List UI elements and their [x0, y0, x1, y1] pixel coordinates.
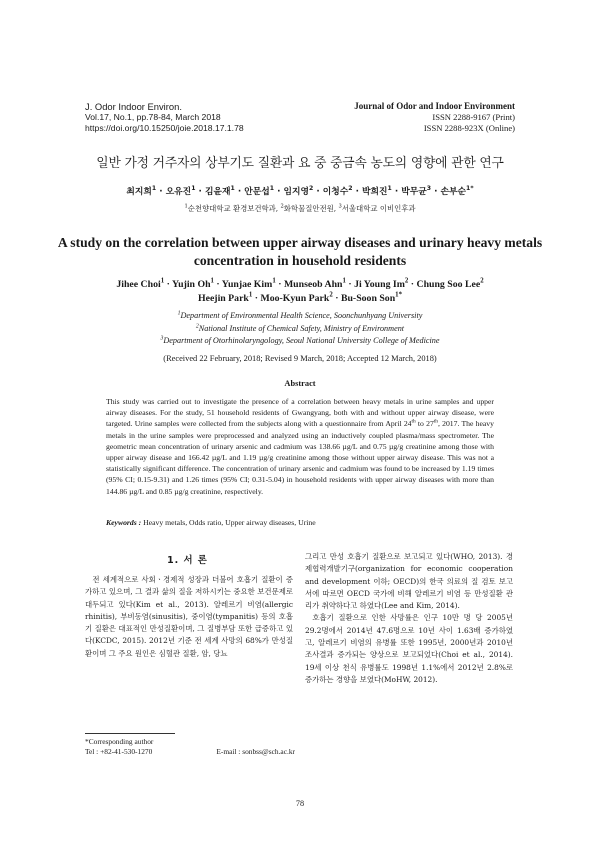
author-superscript: 1 — [191, 185, 196, 193]
page-number: 78 — [295, 799, 305, 808]
author-superscript: 1 — [272, 277, 276, 285]
affiliation-superscript: 3 — [338, 203, 342, 210]
author-name: Bu-Soon Son — [340, 293, 396, 304]
author-name: 임지영 — [283, 187, 309, 197]
footnote-telephone: Tel : +82-41-530-1270 — [85, 746, 153, 756]
affiliation-name: 순천향대학교 환경보건학과 — [187, 204, 276, 213]
abstract-heading: Abstract — [284, 379, 316, 388]
author-name: Heejin Park — [197, 293, 249, 304]
affiliation-name: Department of Otorhinolaryngology, Seoul National University College of Medicine — [163, 336, 440, 346]
author-superscript: 3 — [426, 185, 432, 193]
ordinal-suffix: th — [433, 418, 438, 425]
abstract-text: This study was carried out to investigate the presence of a correlation between heavy metals in urine samples and upper airway diseases. For the study, 51 household residents of Gwangyang, both with and without upper airway disease, were targeted. Urine samples were collected from the subjects along with a questionnaire from April 24th to 27th, 2017. The heavy metals in the urine samples were preprocessed and analyzed using an inductively coupled plasma/mass spectrometer. The geometric mean concentration of urinary arsenic and cadmium was 138.66 µg/L and 0.75 µg/g creatinine among those with upper airway disease and 166.42 µg/L and 1.19 µg/g creatinine among those without upper airway disease. This was not a statistically significant difference. The concentration of urinary arsenic and cadmium was found to be increased by 1.19 times (95% CI; 0.15-9.31) and 1.26 times (95% CI; 0.31-5.04) in household residents with upper airway diseases with more than 144.86 µg/L and 0.85 µg/g creatinine, respectively. — [106, 397, 494, 496]
english-affiliations — [0, 310, 600, 348]
footnote — [85, 737, 295, 756]
keywords-label: Keywords — [106, 518, 137, 527]
english-title: A study on the correlation between upper airway diseases and urinary heavy metals concentration in household residents — [57, 235, 543, 268]
body-left-column — [85, 574, 293, 660]
affiliation-line — [0, 323, 600, 336]
keywords-list: Heavy metals, Odds ratio, Upper airway diseases, Urine — [143, 518, 316, 527]
footnote-divider — [85, 733, 175, 734]
affiliation-line — [0, 310, 600, 323]
author-superscript: 2 — [308, 185, 314, 193]
footnote-email[interactable]: E-mail : sonbss@sch.ac.kr — [216, 746, 295, 756]
english-author-list: Jihee Choi$^1$ · Yujin $Oh^1$ · Yunjae Kim$^1$ · Munseob Ahn$^1$ · Ji Young $Im^2$ · Chung Soo Lee$^2$ Heejin Park$^1$ · Moo-Kyun Park$^2$ · Bu-Soon Son$^{1*}$ — [116, 277, 484, 304]
author-name: 최지희 — [126, 187, 152, 197]
author-name: Jihee Choi — [116, 279, 161, 290]
journal-full-name: Journal of Odor and Indoor Environment — [354, 101, 515, 111]
author-superscript: 1 — [210, 277, 214, 285]
author-name: 안문섭 — [244, 187, 270, 197]
author-superscript: 1* — [466, 185, 474, 193]
author-superscript: 1* — [395, 291, 402, 299]
author-name: Moo-Kyun Park — [260, 293, 330, 304]
author-name: 박희진 — [362, 187, 388, 197]
section-title: 서 론 — [183, 555, 208, 566]
author-name: Ji Young Im — [354, 279, 405, 290]
author-name: 오유진 — [165, 187, 192, 197]
issn-print: ISSN 2288-9167 (Print) — [432, 112, 515, 122]
affiliation-superscript: 2 — [195, 322, 199, 329]
korean-author-list: 최지희$^1$ · 오유진$^1$ · 김윤재$^1$ · 안문섭$^1$ · 임지영$^2$ · 이청수$^2$ · 박희진$^1$ · 박무균$^3$ · 손부순$^{1*}$ — [126, 185, 474, 197]
volume-line: Vol.17, No.1, pp.78-84, March 2018 — [85, 112, 221, 122]
intro-paragraph: 호흡기 질환으로 인한 사망률은 인구 10만 명 당 2005년 29.2명에서 2014년 47.6명으로 10년 사이 1.63배 증가하였고, 알레르기 비염의 유병률 또한 1995년, 2000년과 2010년 조사결과 증가되는 양상으로 보고되었다(Choi et al., 2014). 19세 이상 천식 유병률도 1998년 1.1%에서 2012년 2.8%로 증가하는 경향을 보였다(MoHW, 2012). — [305, 613, 513, 684]
affiliation-superscript: 3 — [160, 335, 164, 342]
ordinal-suffix: th — [411, 418, 416, 425]
received-dates: (Received 22 February, 2018; Revised 9 March, 2018; Accepted 12 March, 2018) — [163, 354, 437, 363]
author-name: Chung Soo Lee — [416, 279, 481, 290]
author-superscript: 2 — [348, 185, 353, 193]
section-heading-introduction — [90, 552, 285, 566]
author-name: Munseob Ahn — [283, 279, 343, 290]
author-superscript: 1 — [387, 185, 392, 193]
affiliation-superscript: 2 — [280, 203, 284, 210]
journal-header-right — [354, 101, 515, 134]
affiliation-superscript: 1 — [177, 310, 181, 317]
issn-online: ISSN 2288-923X (Online) — [423, 123, 515, 133]
author-name: Yunjae Kim — [221, 279, 273, 290]
author-superscript: 1 — [269, 185, 275, 193]
author-name: 박무균 — [401, 187, 427, 197]
affiliation-line — [0, 335, 600, 348]
author-superscript: 2 — [480, 277, 484, 285]
author-superscript: 1 — [160, 277, 165, 285]
author-superscript: 1 — [151, 185, 157, 193]
intro-paragraph: 전 세계적으로 사회ㆍ경제적 성장과 더불어 호흡기 질환이 증가하고 있으며, 그 결과 삶의 질을 저하시키는 중요한 보건문제로 대두되고 있다(Kim et al., 2013). 알레르기 비염(allergic rhinitis), 부비동염(sinusitis), 중이염(tympanitis) 등의 호흡기 질환은 대표적인 만성질환이며, 그 질병부담 또한 급증하고 있다(KCDC, 2015). 2012년 기준 전 세계 사망의 68%가 만성질환이며 그 주요 원인은 심혈관 질환, 암, 당뇨 — [85, 575, 293, 658]
intro-paragraph: 그리고 만성 호흡기 질환으로 보고되고 있다(WHO, 2013). 경제협력개발기구(organization for economic cooperation and development 이하; OECD)의 한국 의료의 질 검토 보고서에 따르면 OECD 국가에 비해 알레르기 비염 등 만성질환 관리가 취약하다고 하였다(Lee and Kim, 2014). — [305, 552, 513, 611]
affiliation-name: National Institute of Chemical Safety, Ministry of Environment — [198, 323, 405, 333]
affiliation-superscript: 1 — [184, 203, 188, 210]
affiliation-name: 서울대학교 이비인후과 — [341, 204, 416, 213]
section-number: 1. — [167, 555, 180, 566]
affiliation-name: Department of Environmental Health Science, Soonchunhyang University — [180, 311, 423, 320]
author-superscript: 1 — [342, 277, 346, 285]
author-superscript: 1 — [248, 291, 253, 299]
author-superscript: 2 — [329, 291, 333, 299]
journal-short-name: J. Odor Indoor Environ. — [85, 101, 182, 112]
author-superscript: 2 — [404, 277, 409, 285]
author-name: 이청수 — [322, 187, 349, 197]
journal-header-left — [85, 101, 244, 134]
doi-link[interactable]: https://doi.org/10.15250/joie.2018.17.1.78 — [85, 123, 244, 133]
corresponding-author-note: *Corresponding author — [85, 737, 154, 746]
korean-affiliations: $^1$순천향대학교 환경보건학과, $^2$화학물질안전원, $^3$서울대학교 이비인후과 — [184, 203, 416, 213]
korean-title: 일반 가정 거주자의 상부기도 질환과 요 중 중금속 농도의 영향에 관한 연구 — [96, 156, 504, 171]
author-name: 김윤재 — [204, 187, 231, 197]
author-name: 손부순 — [440, 187, 467, 197]
keywords-line: Keywords : Heavy metals, Odds ratio, Upper airway diseases, Urine — [106, 518, 316, 527]
affiliation-name: 화학물질안전원 — [283, 204, 334, 213]
author-superscript: 1 — [230, 185, 235, 193]
body-right-column — [305, 551, 513, 686]
author-name: Yujin Oh — [171, 279, 211, 290]
